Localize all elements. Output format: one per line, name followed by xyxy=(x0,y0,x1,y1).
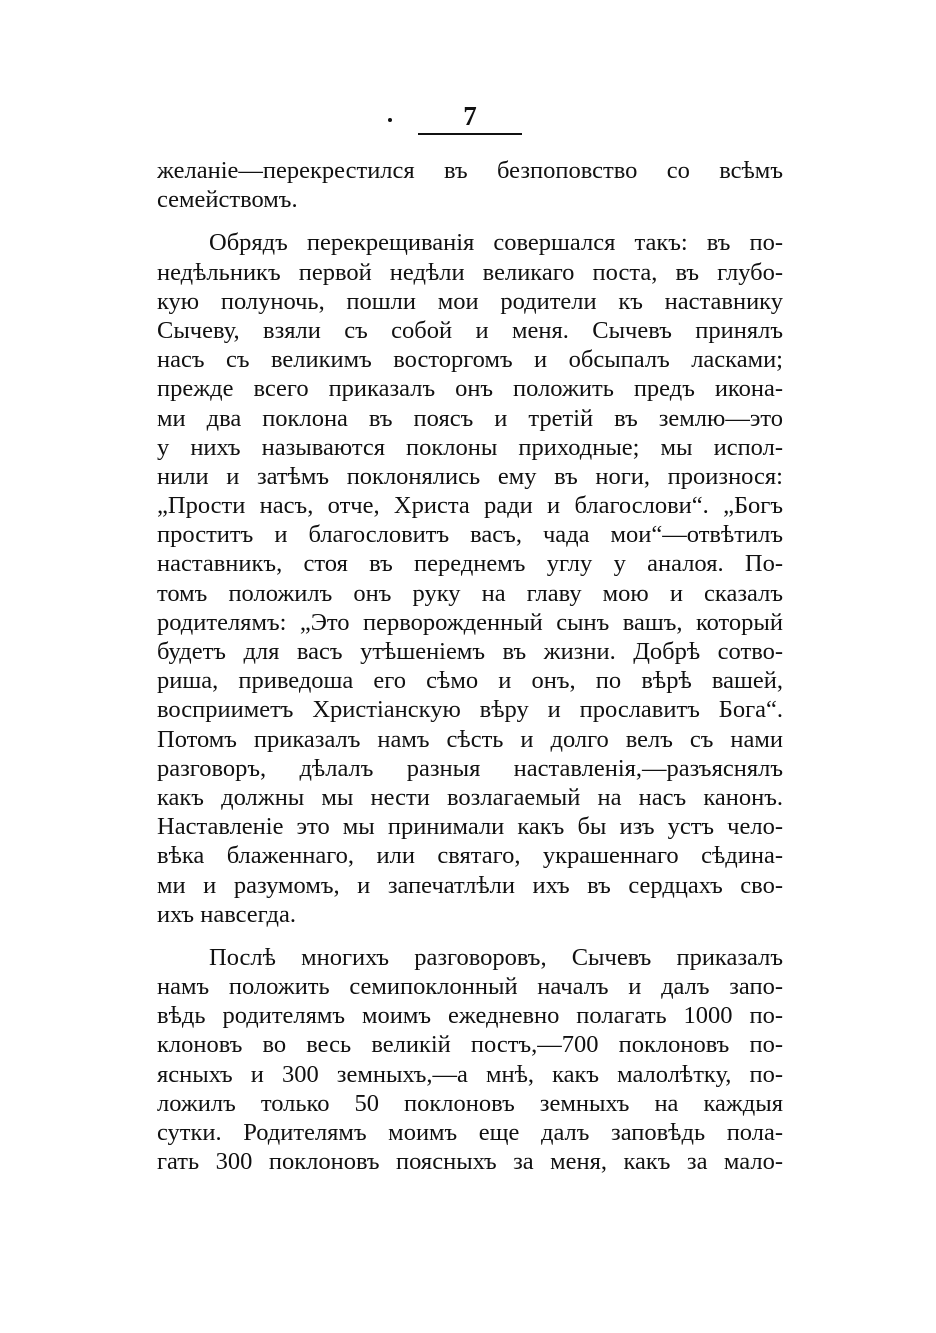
text-line: намъ положить семипоклонный началъ и далъ запо- xyxy=(157,973,783,1001)
text-line: риша, приведоша его сѣмо и онъ, по вѣрѣ вашей, xyxy=(157,667,783,695)
text-line: гать 300 поклоновъ поясныхъ за меня, какъ за мало- xyxy=(157,1148,783,1176)
text-line: желаніе—перекрестился въ безпоповство со всѣмъ xyxy=(157,157,783,184)
text-line: Наставленіе это мы принимали какъ бы изъ устъ чело- xyxy=(157,813,783,841)
text-line: прежде всего приказалъ онъ положить предъ икона- xyxy=(157,375,783,403)
text-line: нили и затѣмъ поклонялись ему въ ноги, произнося: xyxy=(157,462,783,490)
text-line: разговоръ, дѣлалъ разныя наставленія,—разъяснялъ xyxy=(157,754,783,782)
text-line: ложилъ только 50 поклоновъ земныхъ на каждыя xyxy=(157,1089,783,1117)
text-line: недѣльникъ первой недѣли великаго поста, въ глубо- xyxy=(157,258,783,286)
text-line: насъ съ великимъ восторгомъ и обсыпалъ ласками; xyxy=(157,346,783,374)
text-line: родителямъ: „Это перворожденный сынъ вашъ, который xyxy=(157,608,783,636)
text-line: Послѣ многихъ разговоровъ, Сычевъ приказалъ xyxy=(209,943,783,971)
page-number-rule xyxy=(418,133,522,135)
text-line: кую полуночь, пошли мои родители къ наставнику xyxy=(157,287,783,315)
text-line: ми и разумомъ, и запечатлѣли ихъ въ сердцахъ сво- xyxy=(157,871,783,899)
text-line: ми два поклона въ поясъ и третій въ землю—это xyxy=(157,404,783,432)
text-line: у нихъ называются поклоны приходные; мы испол- xyxy=(157,433,783,461)
text-line: восприиметъ Христіанскую вѣру и прославитъ Бога“. xyxy=(157,696,783,724)
text-line: „Прости насъ, отче, Христа ради и благослови“. „Богъ xyxy=(157,492,783,520)
page-header xyxy=(0,100,936,140)
text-line: ясныхъ и 300 земныхъ,—а мнѣ, какъ малолѣтку, по- xyxy=(157,1060,783,1088)
text-line: семействомъ. xyxy=(157,186,298,214)
body-text xyxy=(157,156,783,1176)
text-line: вѣдь родителямъ моимъ ежедневно полагать 1000 по- xyxy=(157,1002,783,1030)
text-line: ихъ навсегда. xyxy=(157,900,296,928)
text-line: Сычеву, взяли съ собой и меня. Сычевъ принялъ xyxy=(157,316,783,344)
text-line: будетъ для васъ утѣшеніемъ въ жизни. Добрѣ сотво- xyxy=(157,638,783,665)
text-line: клоновъ во весь великій постъ,—700 поклоновъ по- xyxy=(157,1031,783,1059)
text-line: Потомъ приказалъ намъ сѣсть и долго велъ съ нами xyxy=(157,725,783,753)
text-line: проститъ и благословитъ васъ, чада мои“—отвѣтилъ xyxy=(157,521,783,549)
page-number: 7 xyxy=(463,101,477,131)
text-line: Обрядъ перекрещиванія совершался такъ: въ по- xyxy=(209,229,783,257)
text-line: какъ должны мы нести возлагаемый на насъ канонъ. xyxy=(157,783,783,811)
text-line: вѣка блаженнаго, или святаго, украшеннаго сѣдина- xyxy=(157,842,783,870)
text-line: наставникъ, стоя въ переднемъ углу у аналоя. По- xyxy=(157,550,783,578)
text-line: томъ положилъ онъ руку на главу мою и сказалъ xyxy=(157,579,783,607)
header-dot xyxy=(388,118,392,122)
text-line: сутки. Родителямъ моимъ еще далъ заповѣдь пола- xyxy=(157,1119,783,1146)
